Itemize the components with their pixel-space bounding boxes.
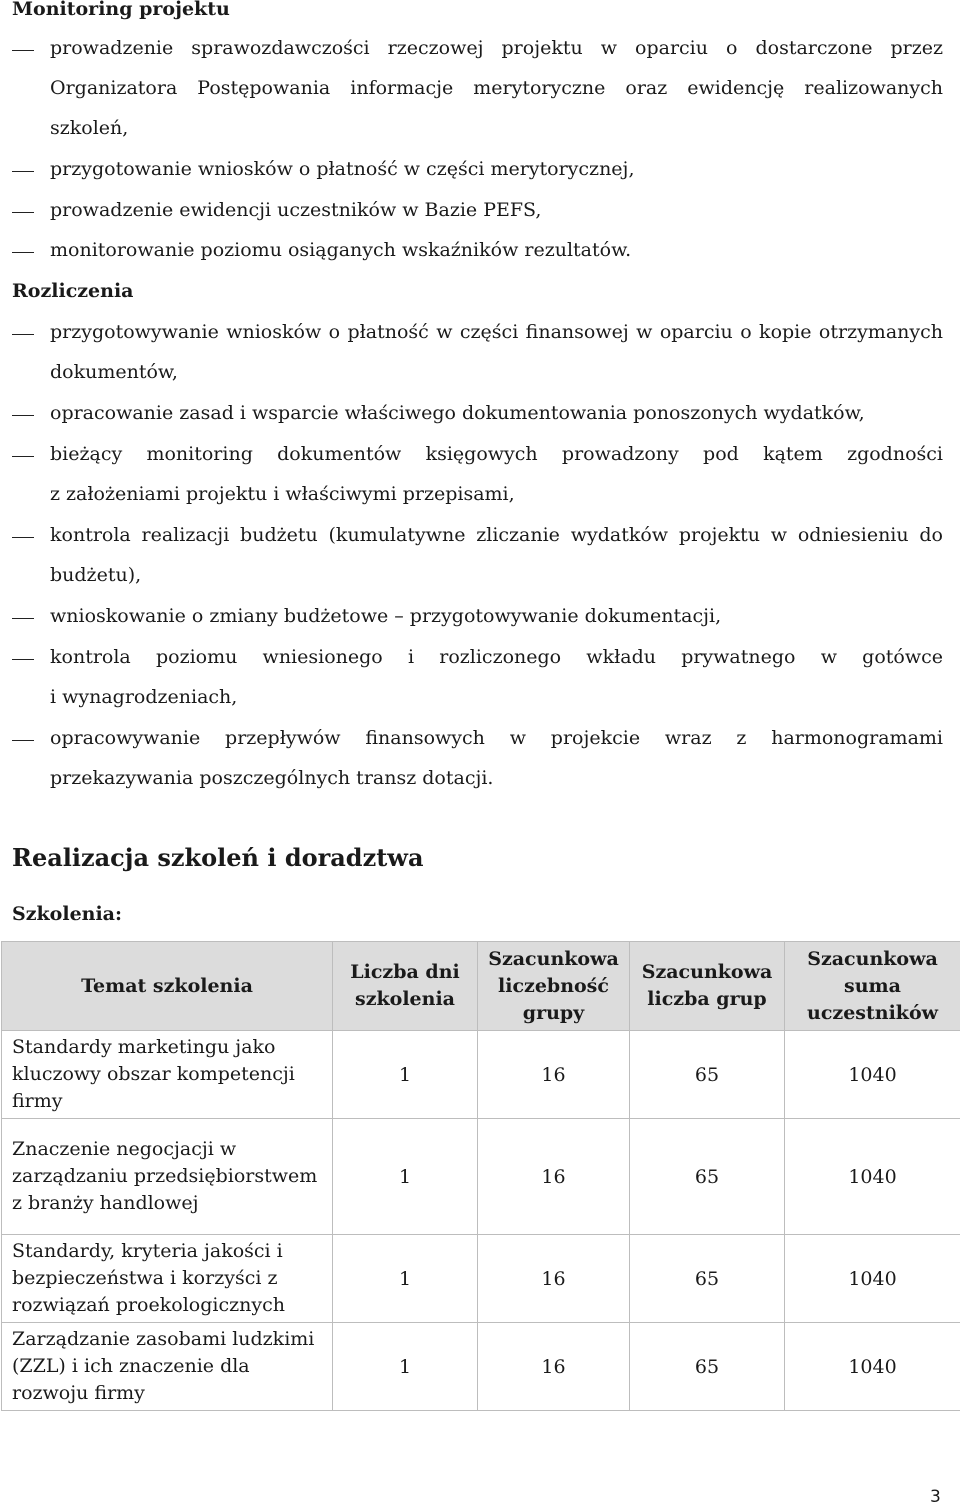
- bullet-dash: [12, 334, 34, 335]
- cell-participants: 1040: [785, 1235, 960, 1323]
- bullet-dash: [12, 740, 34, 741]
- section-title-realizacja: Realizacja szkoleń i doradztwa: [12, 843, 424, 872]
- bullet-dash: [12, 415, 34, 416]
- cell-topic: Standardy, kryteria jakości i bezpieczeństwa i korzyści z rozwiązań proekologicznych: [2, 1235, 333, 1323]
- bullet-dash: [12, 252, 34, 253]
- bullet-dash: [12, 212, 34, 213]
- rozliczenia-item-7-line-1: opracowywanie przepływów finansowych w projekcie wraz z harmonogramami: [50, 727, 943, 749]
- cell-group-size: 16: [478, 1031, 630, 1119]
- rozliczenia-item-1-line-2: dokumentów,: [50, 361, 178, 383]
- cell-topic: Znaczenie negocjacji w zarządzaniu przedsiębiorstwem z branży handlowej: [2, 1119, 333, 1235]
- bullet-dash: [12, 456, 34, 457]
- cell-topic: Zarządzanie zasobami ludzkimi (ZZL) i ich znaczenie dla rozwoju firmy: [2, 1323, 333, 1411]
- rozliczenia-item-3-line-2: z założeniami projektu i właściwymi przepisami,: [50, 483, 515, 505]
- rozliczenia-item-4-line-2: budżetu),: [50, 564, 142, 586]
- rozliczenia-item-1-line-1: przygotowywanie wniosków o płatność w części finansowej w oparciu o kopie otrzymanych: [50, 321, 943, 343]
- cell-participants: 1040: [785, 1031, 960, 1119]
- cell-group-size: 16: [478, 1323, 630, 1411]
- subsection-title-szkolenia: Szkolenia:: [12, 903, 123, 925]
- section-title-monitoring: Monitoring projektu: [12, 0, 230, 20]
- cell-days: 1: [333, 1031, 478, 1119]
- bullet-dash: [12, 537, 34, 538]
- cell-group-size: 16: [478, 1235, 630, 1323]
- cell-days: 1: [333, 1323, 478, 1411]
- cell-participants: 1040: [785, 1323, 960, 1411]
- rozliczenia-item-6-line-1: kontrola poziomu wniesionego i rozliczonego wkładu prywatnego w gotówce: [50, 646, 943, 668]
- trainings-table: [1, 941, 960, 1411]
- table-row: [2, 1323, 960, 1411]
- monitoring-item-1-line-1: prowadzenie sprawozdawczości rzeczowej projektu w oparciu o dostarczone przez: [50, 37, 943, 59]
- rozliczenia-item-6-line-2: i wynagrodzeniach,: [50, 686, 238, 708]
- bullet-dash: [12, 618, 34, 619]
- monitoring-item-1-line-2: Organizatora Postępowania informacje merytoryczne oraz ewidencję realizowanych: [50, 77, 943, 99]
- cell-groups: 65: [630, 1031, 785, 1119]
- monitoring-item-4: monitorowanie poziomu osiąganych wskaźników rezultatów.: [50, 239, 632, 261]
- monitoring-item-3: prowadzenie ewidencji uczestników w Bazie PEFS,: [50, 199, 542, 221]
- column-header-participants: Szacunkowa suma uczestników: [785, 942, 960, 1031]
- bullet-dash: [12, 50, 34, 51]
- cell-groups: 65: [630, 1323, 785, 1411]
- column-header-days: Liczba dni szkolenia: [333, 942, 478, 1031]
- table-row: [2, 1031, 960, 1119]
- table-row: [2, 1235, 960, 1323]
- column-header-group-size: Szacunkowa liczebność grupy: [478, 942, 630, 1031]
- cell-groups: 65: [630, 1119, 785, 1235]
- rozliczenia-item-4-line-1: kontrola realizacji budżetu (kumulatywne zliczanie wydatków projektu w odniesieniu do: [50, 524, 943, 546]
- rozliczenia-item-3-line-1: bieżący monitoring dokumentów księgowych prowadzony pod kątem zgodności: [50, 443, 943, 465]
- rozliczenia-item-5: wnioskowanie o zmiany budżetowe – przygotowywanie dokumentacji,: [50, 605, 722, 627]
- cell-group-size: 16: [478, 1119, 630, 1235]
- cell-days: 1: [333, 1119, 478, 1235]
- page-number: 3: [930, 1487, 941, 1507]
- column-header-topic: Temat szkolenia: [2, 942, 333, 1031]
- cell-groups: 65: [630, 1235, 785, 1323]
- bullet-dash: [12, 171, 34, 172]
- cell-days: 1: [333, 1235, 478, 1323]
- cell-topic: Standardy marketingu jako kluczowy obszar kompetencji firmy: [2, 1031, 333, 1119]
- rozliczenia-item-7-line-2: przekazywania poszczególnych transz dotacji.: [50, 767, 494, 789]
- table-header-row: [2, 942, 960, 1031]
- column-header-groups: Szacunkowa liczba grup: [630, 942, 785, 1031]
- cell-participants: 1040: [785, 1119, 960, 1235]
- rozliczenia-item-2: opracowanie zasad i wsparcie właściwego dokumentowania ponoszonych wydatków,: [50, 402, 865, 424]
- monitoring-item-2: przygotowanie wniosków o płatność w części merytorycznej,: [50, 158, 635, 180]
- section-title-rozliczenia: Rozliczenia: [12, 280, 134, 302]
- monitoring-item-1-line-3: szkoleń,: [50, 117, 129, 139]
- table-row: [2, 1119, 960, 1235]
- bullet-dash: [12, 659, 34, 660]
